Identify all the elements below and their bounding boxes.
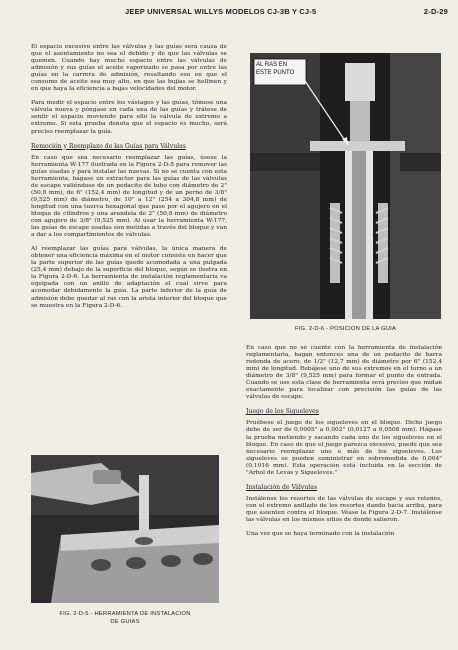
figure-callout: AL RAS EN ESTE PUNTO (256, 62, 295, 76)
figure-caption: FIG. 2-D-6 - POSICION DE LA GUIA (294, 326, 397, 332)
figure-guide-installation-tool (31, 455, 219, 603)
figure-caption (31, 610, 219, 626)
figure-valve-guide-image (250, 53, 441, 319)
figure-tool-image (31, 455, 219, 603)
paragraph: Una vez que se haya terminado con la instalación (246, 531, 395, 538)
paragraph: Pruébese el juego de los sigueleves en el bloque. Dicho juego debe de ser de 0,0005" a 0,002" (0,0127 a 0,0508 mm). Hágase la prueba metiendo y sacando cada uno de los sigueleves en el bloque. En caso de que el juego parezca excesivo, puede que sea necesario reemplazar uno o más de los sigueleves. Los sigueleves se pueden suministrar en sobremedida de 0,004" (0,1016 mm). Esta operación está incluida en la sección de "Arbol de Levas y Sigueleves." (246, 420, 442, 476)
paragraph: El espacio excesivo entre las válvulas y las guías será causa de que el asentamiento no sea el debido y de que las válvulas se quemen. Cuando hay mucho espacio entre las válvulas de admisión y sus guías el aceite vaporizado se pasa por entre las guías en la carrera de admisión, resultando eso en que el consumo de aceite sea muy alto, en que las bujías se hollinen y en que haya la eficiencia a bajas velocidades del motor. (31, 44, 227, 93)
paragraph: En caso que sea necesario reemplazar las guías, úsese la herramienta W-177 ilustrada en la Figura 2-D-5 para remover las guías usadas y para instalar las nuevas. Si no se cuenta con esta herramienta, hágase un extractor para las guías de las válvulas de escape valiéndose de un pedacito de tubo con diámetro de 2" (50,8 mm), de 6" (152,4 mm) de longitud y de un perno de 3/8" (9,525 mm) de diámetro, de 10" a 12" (254 a 304,8 mm) de longitud con una tuerca hexagonal que pase por el agujero en el bloque de cilindros y una arandela de 2" (50,8 mm) de diámetro con agujero de 3/8" (9,525 mm). Al usar la herramienta W-177, las guías de escape usadas son metidas a través del bloque y van a dar a los compartimientos de válvulas. (31, 154, 227, 239)
paragraph: En caso que no se cuente con la herramienta de instalación reglamentaria, hagan entonces una de un pedacito de barra redonda de acero, de 1/2" (12,7 mm) de diámetro por 6" (152,4 mm) de longitud. Rebájese uno de sus extremos en el torno a un diámetro de 3/8" (9,525 mm) para formar el punto de entrada. Cuando se use esta clase de herramienta será preciso que midan exactamente para localizar con precisión las guías de las válvulas de escape. (246, 345, 442, 401)
paragraph: Para medir el espacio entre los vástagos y las guías, tómese una válvula nueva y póngase en cada una de las guías y trátese de sentir el espacio moviendo para ello la válvula de extremo a extremo. Si esta prueba denota que el espacio es mucho, será preciso reemplazar la guía. (31, 100, 227, 135)
figure-caption-line: DE GUIAS (110, 619, 140, 625)
page-number: 2-D-29 (423, 7, 448, 16)
paragraph: Instálense los resortes de las válvulas de escape y sus retenes, con el extremo anillado de los resortes dando hacia arriba, para que asienten contra el bloque. Véase la Figura 2-D-7. Instálense las válvulas en los mismos sitios de donde salieron. (246, 495, 442, 523)
paragraph: Al reemplazar las guías para válvulas, la única manera de obtener una eficiencia máxima en el motor consiste en hacer que la parte superior de las guías quede acomodada a una pulgada (25,4 mm) debajo de la superficie del bloque, según se ilustra en la Figura 2-D-6. La herramienta de instalación reglamentaria va equipada con un anillo de adaptación el cual sirve para acomodar debidamente la guía. La parte inferior de la guía de admisión debe quedar al ras con la arista interior del bloque que se muestra en la Figura 2-D-6. (31, 246, 227, 309)
section-heading: Juego de los Sigueleves (246, 408, 319, 416)
left-column (31, 44, 227, 317)
right-column (246, 345, 442, 545)
header-title: JEEP UNIVERSAL WILLYS MODELOS CJ-3B Y CJ-5 (125, 7, 317, 16)
figure-caption-line: FIG. 2-D-5 - HERRAMIENTA DE INSTALACION (59, 611, 191, 617)
figure-valve-guide-position (250, 53, 441, 319)
section-heading: Remoción y Reemplazo de las Guías para Válvulas (31, 142, 186, 150)
page-header (0, 2, 458, 20)
section-heading: Instalación de Válvulas (246, 483, 317, 491)
